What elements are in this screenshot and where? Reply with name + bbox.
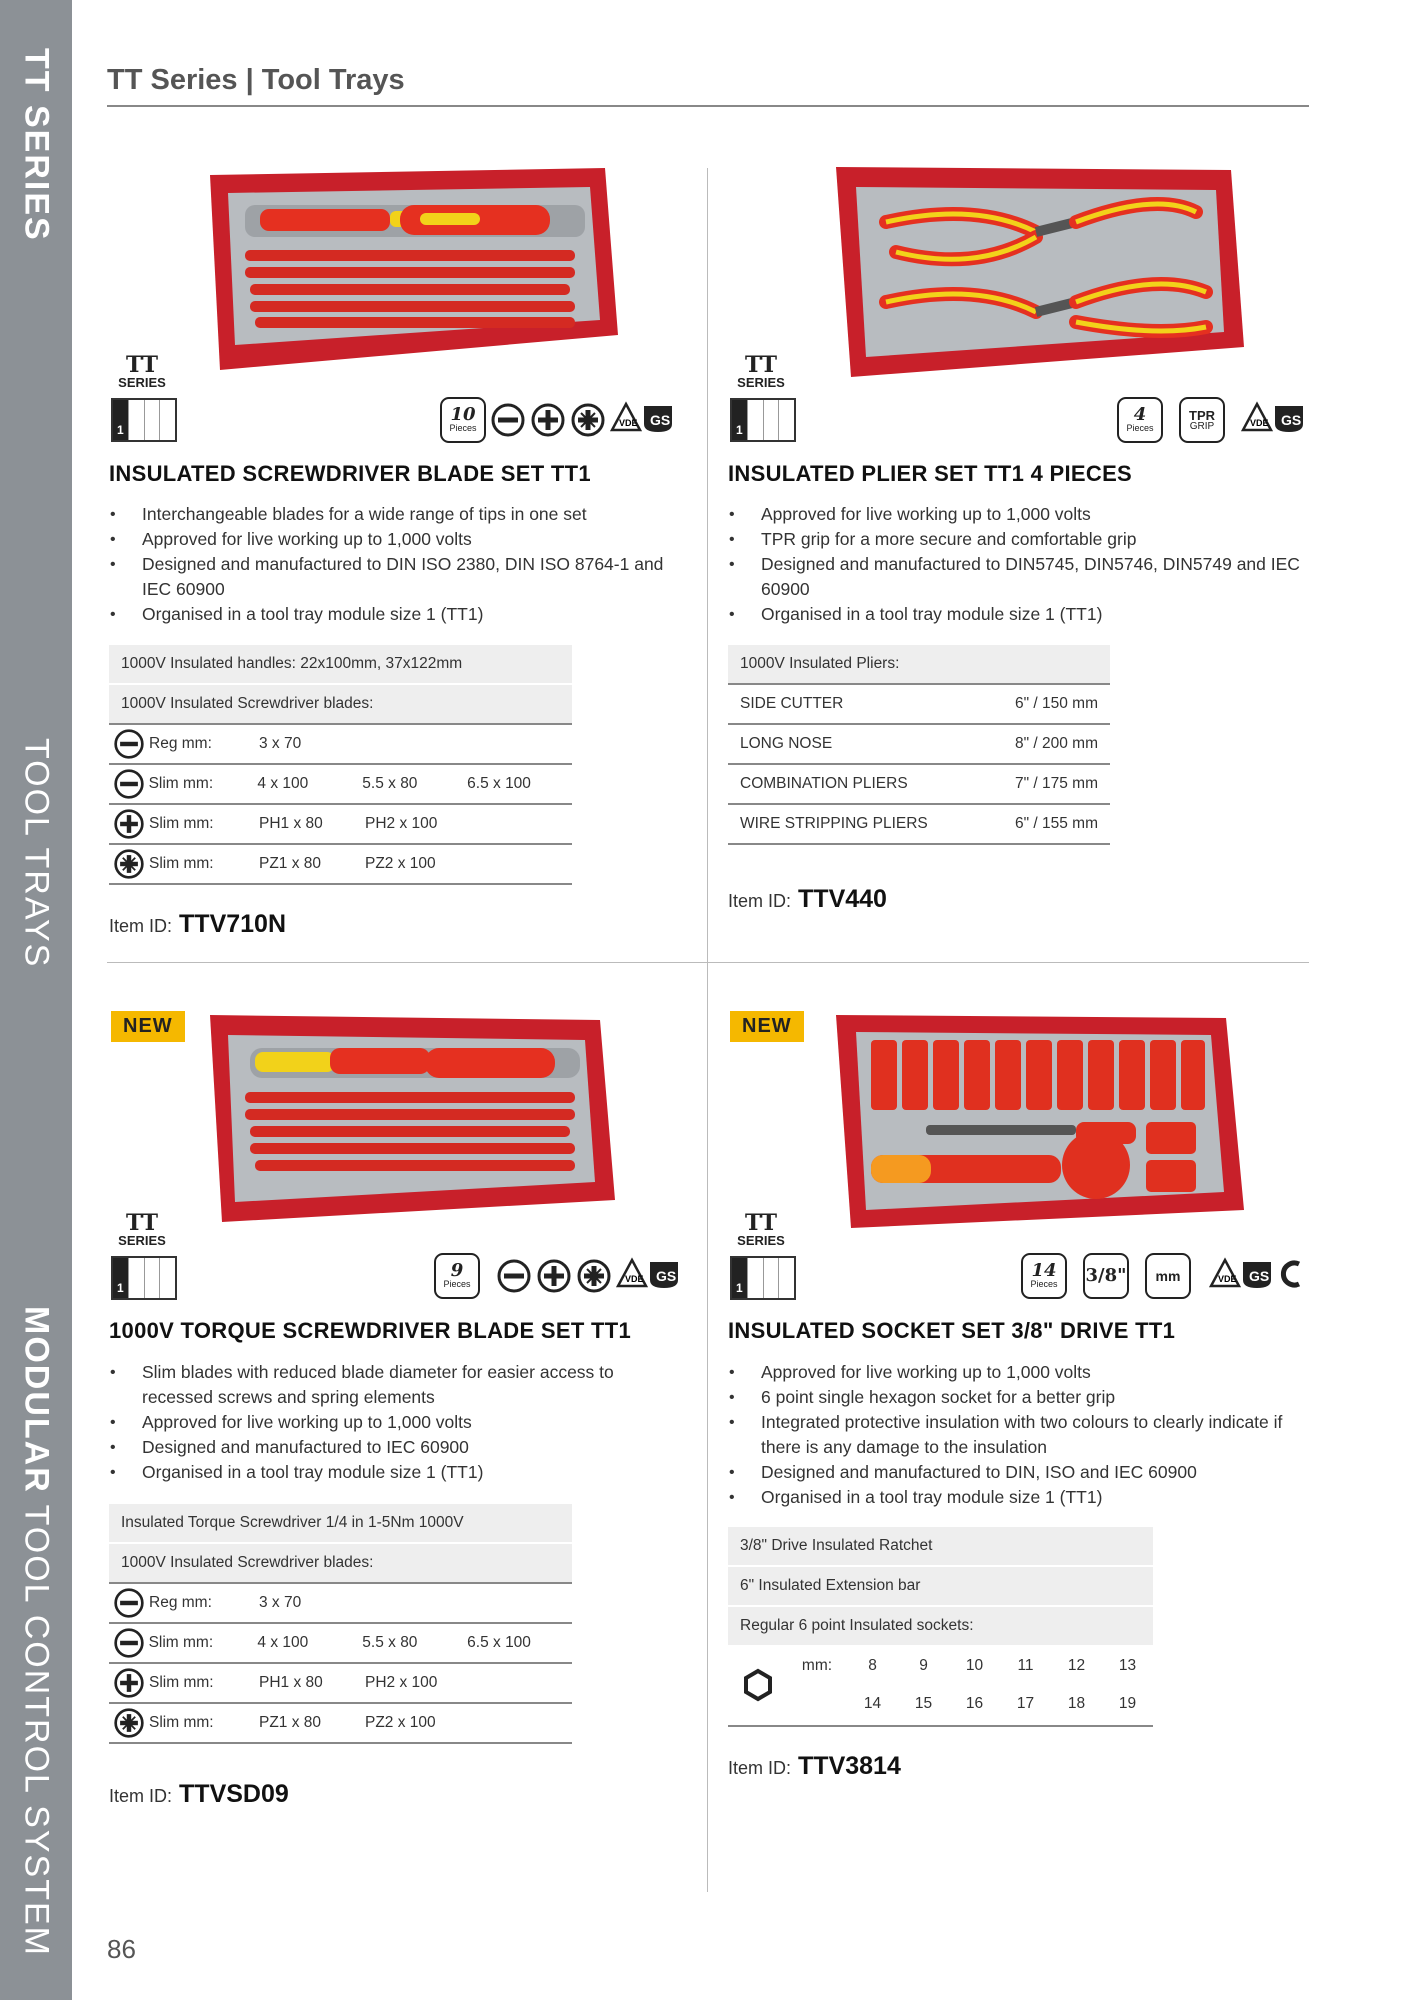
product-title: INSULATED SCREWDRIVER BLADE SET TT1 xyxy=(109,461,591,486)
svg-text:GS: GS xyxy=(656,1267,677,1284)
slot-icon xyxy=(109,1627,149,1659)
spec-table xyxy=(728,645,1110,845)
table-row: SIDE CUTTER 6" / 150 mm xyxy=(728,685,1110,725)
page-title: TT Series | Tool Trays xyxy=(107,64,405,96)
phillips-icon xyxy=(536,1258,572,1294)
module-size-indicator: 1 xyxy=(111,398,177,442)
spec-header: Regular 6 point Insulated sockets: xyxy=(728,1607,1153,1645)
list-item: • Interchangeable blades for a wide range of tips in one set xyxy=(108,502,688,527)
slot-icon xyxy=(109,768,149,800)
product-photo-torque-tray xyxy=(200,1010,620,1225)
spec-header: 1000V Insulated Screwdriver blades: xyxy=(109,1544,572,1584)
list-item: • Organised in a tool tray module size 1 (TT1) xyxy=(727,1485,1307,1510)
table-row: Slim mm: PH1 x 80 PH2 x 100 xyxy=(109,805,572,845)
metric-badge: mm xyxy=(1145,1253,1191,1299)
table-row: Slim mm: PH1 x 80 PH2 x 100 xyxy=(109,1664,572,1704)
pieces-badge: 14 Pieces xyxy=(1021,1253,1067,1299)
pozidriv-icon xyxy=(576,1258,612,1294)
slot-icon xyxy=(109,1587,149,1619)
pieces-badge: 4 Pieces xyxy=(1117,397,1163,443)
feature-icons xyxy=(1021,1253,1303,1299)
slot-icon xyxy=(490,402,526,438)
svg-text:VDE: VDE xyxy=(1218,1273,1237,1284)
drive-size-badge: 3/8" xyxy=(1083,1253,1129,1299)
list-item: • Designed and manufactured to DIN ISO 2380, DIN ISO 8764-1 and IEC 60900 xyxy=(108,552,688,602)
item-id: Item ID: TTV440 xyxy=(728,885,887,913)
list-item: • TPR grip for a more secure and comfortable grip xyxy=(727,527,1307,552)
list-item: • Organised in a tool tray module size 1 (TT1) xyxy=(108,602,688,627)
vde-gs-certification-icon xyxy=(616,1256,682,1297)
ce-mark-icon xyxy=(1279,1256,1303,1297)
feature-icons xyxy=(434,1253,682,1299)
svg-text:VDE: VDE xyxy=(619,417,638,428)
module-size-indicator: 1 xyxy=(730,398,796,442)
feature-icons xyxy=(1117,397,1307,443)
svg-text:VDE: VDE xyxy=(1250,417,1269,428)
slot-icon xyxy=(496,1258,532,1294)
hexagon-icon xyxy=(728,1668,787,1702)
module-size-indicator: 1 xyxy=(730,1256,796,1300)
page-number: 86 xyxy=(107,1934,136,1964)
phillips-icon xyxy=(109,808,149,840)
spec-header: 1000V Insulated handles: 22x100mm, 37x122mm xyxy=(109,645,572,685)
phillips-icon xyxy=(109,1667,149,1699)
pozidriv-icon xyxy=(109,1707,149,1739)
list-item: • Slim blades with reduced blade diameter for easier access to recessed screws and spring elements xyxy=(108,1360,688,1410)
item-id: Item ID: TTV3814 xyxy=(728,1752,901,1780)
spec-header: 3/8" Drive Insulated Ratchet xyxy=(728,1527,1153,1567)
svg-text:GS: GS xyxy=(1281,411,1302,428)
column-divider xyxy=(707,168,708,1892)
list-item: • Organised in a tool tray module size 1 (TT1) xyxy=(727,602,1307,627)
svg-text:GS: GS xyxy=(1249,1267,1270,1284)
spec-header: 1000V Insulated Pliers: xyxy=(728,645,1110,685)
slot-icon xyxy=(109,728,149,760)
title-divider xyxy=(107,105,1309,107)
spec-header: 6" Insulated Extension bar xyxy=(728,1567,1153,1607)
spec-header: Insulated Torque Screwdriver 1/4 in 1-5Nm 1000V xyxy=(109,1504,572,1544)
sidebar-label-modular: MODULAR TOOL CONTROL SYSTEM xyxy=(17,1306,56,1957)
sidebar-label-tool-trays: TOOL TRAYS xyxy=(17,738,56,969)
list-item: • Approved for live working up to 1,000 volts xyxy=(108,527,688,552)
product-title: INSULATED PLIER SET TT1 4 PIECES xyxy=(728,461,1133,486)
table-row: Slim mm: 4 x 100 5.5 x 80 6.5 x 100 xyxy=(109,765,572,805)
pozidriv-icon xyxy=(570,402,606,438)
item-id: Item ID: TTVSD09 xyxy=(109,1780,289,1808)
table-row: WIRE STRIPPING PLIERS 6" / 155 mm xyxy=(728,805,1110,845)
phillips-icon xyxy=(530,402,566,438)
pozidriv-icon xyxy=(109,848,149,880)
spec-table xyxy=(109,1504,572,1744)
vde-gs-certification-icon xyxy=(1241,400,1307,441)
feature-list xyxy=(108,502,688,627)
list-item: • Designed and manufactured to DIN, ISO and IEC 60900 xyxy=(727,1460,1307,1485)
list-item: • 6 point single hexagon socket for a better grip xyxy=(727,1385,1307,1410)
module-size-indicator: 1 xyxy=(111,1256,177,1300)
feature-icons xyxy=(440,397,676,443)
tt-series-logo: TT SERIES xyxy=(118,352,166,390)
table-row: LONG NOSE 8" / 200 mm xyxy=(728,725,1110,765)
list-item: • Approved for live working up to 1,000 volts xyxy=(727,502,1307,527)
product-photo-screwdriver-tray xyxy=(200,165,620,375)
list-item: • Approved for live working up to 1,000 volts xyxy=(108,1410,688,1435)
list-item: • Designed and manufactured to DIN5745, DIN5746, DIN5749 and IEC 60900 xyxy=(727,552,1307,602)
product-title: 1000V TORQUE SCREWDRIVER BLADE SET TT1 xyxy=(109,1318,631,1343)
vde-gs-certification-icon xyxy=(610,400,676,441)
new-badge: NEW xyxy=(111,1011,185,1042)
pieces-badge: 10 Pieces xyxy=(440,397,486,443)
tt-series-logo: TT SERIES xyxy=(737,1210,785,1248)
row-divider xyxy=(107,962,1309,963)
table-row: Slim mm: 4 x 100 5.5 x 80 6.5 x 100 xyxy=(109,1624,572,1664)
tt-series-logo: TT SERIES xyxy=(737,352,785,390)
feature-list xyxy=(727,1360,1307,1510)
feature-list xyxy=(108,1360,688,1485)
feature-list xyxy=(727,502,1307,627)
spec-header: 1000V Insulated Screwdriver blades: xyxy=(109,685,572,725)
spec-table xyxy=(728,1527,1153,1727)
table-row: Reg mm: 3 x 70 xyxy=(109,1584,572,1624)
spec-table xyxy=(109,645,572,885)
list-item: • Integrated protective insulation with two colours to clearly indicate if there is any damage to the insulation xyxy=(727,1410,1307,1460)
list-item: • Designed and manufactured to IEC 60900 xyxy=(108,1435,688,1460)
list-item: • Organised in a tool tray module size 1 (TT1) xyxy=(108,1460,688,1485)
vde-gs-certification-icon xyxy=(1209,1256,1275,1297)
tt-series-logo: TT SERIES xyxy=(118,1210,166,1248)
table-row: COMBINATION PLIERS 7" / 175 mm xyxy=(728,765,1110,805)
item-id: Item ID: TTV710N xyxy=(109,910,287,938)
table-row: Reg mm: 3 x 70 xyxy=(109,725,572,765)
sidebar xyxy=(0,0,72,2000)
tpr-grip-badge: TPR GRIP xyxy=(1179,397,1225,443)
list-item: • Approved for live working up to 1,000 volts xyxy=(727,1360,1307,1385)
table-row: Slim mm: PZ1 x 80 PZ2 x 100 xyxy=(109,1704,572,1744)
product-title: INSULATED SOCKET SET 3/8" DRIVE TT1 xyxy=(728,1318,1176,1343)
socket-size-table: mm: 8 9 10 11 12 13 14 15 16 17 18 19 xyxy=(728,1645,1153,1727)
pieces-badge: 9 Pieces xyxy=(434,1253,480,1299)
new-badge: NEW xyxy=(730,1011,804,1042)
product-photo-socket-tray xyxy=(826,1010,1246,1230)
product-photo-plier-tray xyxy=(826,162,1246,382)
table-row: Slim mm: PZ1 x 80 PZ2 x 100 xyxy=(109,845,572,885)
svg-text:VDE: VDE xyxy=(625,1273,644,1284)
svg-text:GS: GS xyxy=(650,411,671,428)
sidebar-label-tt-series: TT SERIES xyxy=(17,48,56,242)
